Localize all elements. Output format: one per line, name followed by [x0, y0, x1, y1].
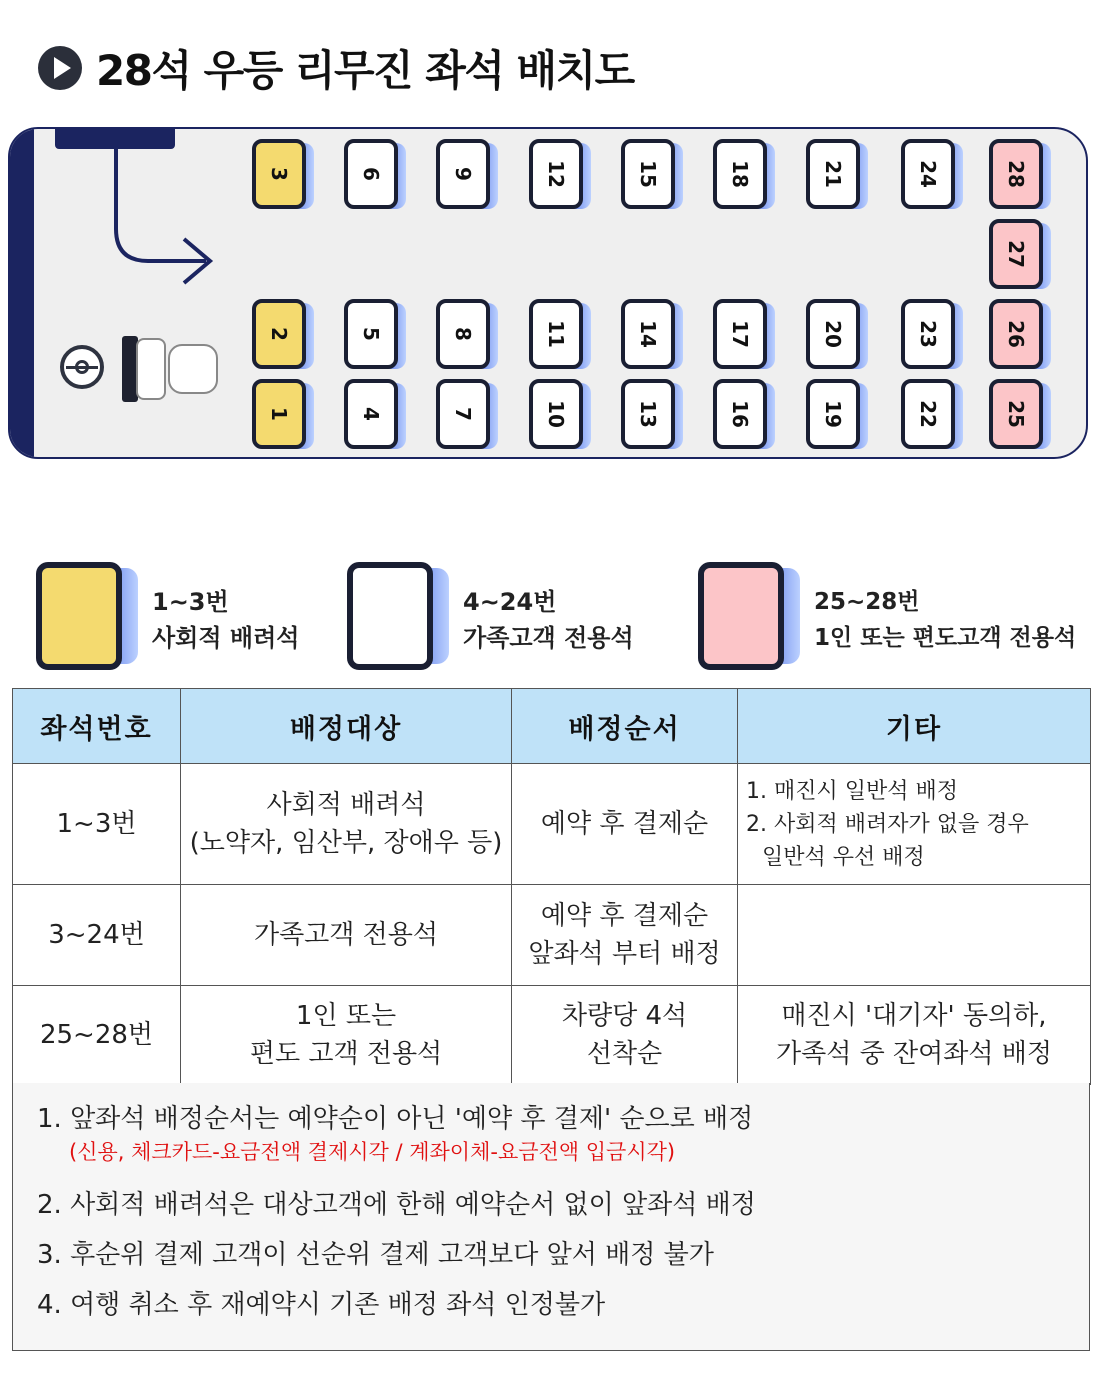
- legend-range: 1~3번: [152, 588, 229, 616]
- seat-number: 4: [358, 407, 383, 421]
- bus-seat-map: [8, 127, 1088, 459]
- seat-number: 17: [728, 320, 752, 348]
- seat-5[interactable]: [344, 299, 408, 373]
- legend-range: 25~28번: [814, 589, 920, 615]
- header-target: 배정대상: [181, 689, 512, 764]
- legend-seat-yellow-icon: [36, 562, 146, 670]
- seat-number: 9: [450, 167, 475, 181]
- seat-14[interactable]: [621, 299, 685, 373]
- cell-seat: 25~28번: [13, 986, 181, 1085]
- seat-16[interactable]: [713, 379, 777, 453]
- seat-2[interactable]: [252, 299, 316, 373]
- seat-number: 10: [544, 400, 568, 428]
- cell-etc: 1. 매진시 일반석 배정 2. 사회적 배려자가 없을 경우 일반석 우선 배정: [738, 764, 1091, 885]
- seat-number: 22: [916, 400, 940, 428]
- seat-number: 23: [916, 320, 940, 348]
- seat-number: 13: [636, 400, 660, 428]
- seat-9[interactable]: [436, 139, 500, 213]
- seat-number: 7: [450, 407, 475, 421]
- legend-seat-pink-icon: [698, 562, 808, 670]
- seat-17[interactable]: [713, 299, 777, 373]
- note-payment-detail: (신용, 체크카드-요금전액 결제시각 / 계좌이체-요금전액 입금시각): [69, 1140, 676, 1164]
- page-title: 28석 우등 리무진 좌석 배치도: [96, 46, 634, 95]
- seat-10[interactable]: [529, 379, 593, 453]
- seat-11[interactable]: [529, 299, 593, 373]
- seat-number: 8: [450, 327, 475, 341]
- note-item: 2. 사회적 배려석은 대상고객에 한해 예약순서 없이 앞좌석 배정: [37, 1190, 756, 1220]
- seat-26[interactable]: [989, 299, 1053, 373]
- seat-number: 27: [1004, 240, 1028, 268]
- play-circle-icon: [38, 46, 82, 90]
- seat-number: 20: [821, 320, 845, 348]
- seat-24[interactable]: [901, 139, 965, 213]
- legend-desc: 1인 또는 편도고객 전용석: [814, 625, 1077, 651]
- seat-22[interactable]: [901, 379, 965, 453]
- seat-19[interactable]: [806, 379, 870, 453]
- legend-seat-white-icon: [347, 562, 457, 670]
- cell-target: 1인 또는 편도 고객 전용석: [181, 986, 512, 1085]
- seat-number: 26: [1004, 320, 1028, 348]
- seat-number: 24: [916, 160, 940, 188]
- seat-number: 19: [821, 400, 845, 428]
- seat-7[interactable]: [436, 379, 500, 453]
- cell-seat: 1~3번: [13, 764, 181, 885]
- driver-seat-icon: [122, 336, 218, 402]
- seat-3[interactable]: [252, 139, 316, 213]
- cell-order: 예약 후 결제순: [512, 764, 738, 885]
- seat-18[interactable]: [713, 139, 777, 213]
- cell-etc: [738, 885, 1091, 986]
- seat-number: 25: [1004, 400, 1028, 428]
- cell-target: 가족고객 전용석: [181, 885, 512, 986]
- seat-number: 6: [358, 167, 383, 181]
- seat-20[interactable]: [806, 299, 870, 373]
- seat-number: 3: [266, 167, 291, 181]
- note-item: 3. 후순위 결제 고객이 선순위 결제 고객보다 앞서 배정 불가: [37, 1240, 714, 1270]
- page-title-bar: [38, 38, 634, 98]
- seat-13[interactable]: [621, 379, 685, 453]
- seat-1[interactable]: [252, 379, 316, 453]
- seat-27[interactable]: [989, 219, 1053, 293]
- table-header-row: [13, 689, 1091, 764]
- cell-order: 차량당 4석 선착순: [512, 986, 738, 1085]
- seat-23[interactable]: [901, 299, 965, 373]
- seat-6[interactable]: [344, 139, 408, 213]
- legend-range: 4~24번: [463, 588, 557, 616]
- seat-15[interactable]: [621, 139, 685, 213]
- seat-number: 28: [1004, 160, 1028, 188]
- seat-number: 16: [728, 400, 752, 428]
- note-item: 1. 앞좌석 배정순서는 예약순이 아닌 '예약 후 결제' 순으로 배정: [37, 1104, 754, 1134]
- seat-25[interactable]: [989, 379, 1053, 453]
- cell-target: 사회적 배려석 (노약자, 임산부, 장애우 등): [181, 764, 512, 885]
- cell-etc: 매진시 '대기자' 동의하, 가족석 중 잔여좌석 배정: [738, 986, 1091, 1085]
- legend-desc: 사회적 배려석: [152, 624, 300, 652]
- seat-8[interactable]: [436, 299, 500, 373]
- cell-seat: 3~24번: [13, 885, 181, 986]
- header-etc: 기타: [738, 689, 1091, 764]
- table-row: [13, 986, 1091, 1085]
- header-order: 배정순서: [512, 689, 738, 764]
- seat-number: 21: [821, 160, 845, 188]
- seat-number: 15: [636, 160, 660, 188]
- seat-number: 11: [544, 320, 568, 348]
- seat-12[interactable]: [529, 139, 593, 213]
- seat-number: 2: [266, 327, 291, 341]
- seat-number: 1: [266, 407, 291, 421]
- steering-wheel-icon: [60, 345, 104, 389]
- note-item: 4. 여행 취소 후 재예약시 기존 배정 좌석 인정불가: [37, 1290, 606, 1320]
- seat-28[interactable]: [989, 139, 1053, 213]
- seat-assignment-table: [12, 688, 1091, 1085]
- seat-number: 18: [728, 160, 752, 188]
- seat-number: 12: [544, 160, 568, 188]
- seat-number: 5: [358, 327, 383, 341]
- legend-desc: 가족고객 전용석: [463, 624, 634, 652]
- seat-4[interactable]: [344, 379, 408, 453]
- cell-order: 예약 후 결제순 앞좌석 부터 배정: [512, 885, 738, 986]
- entrance-arrow-icon: [10, 129, 230, 299]
- seat-21[interactable]: [806, 139, 870, 213]
- table-row: [13, 885, 1091, 986]
- table-row: [13, 764, 1091, 885]
- seat-number: 14: [636, 320, 660, 348]
- notes-box: [12, 1083, 1090, 1351]
- header-seat-number: 좌석번호: [13, 689, 181, 764]
